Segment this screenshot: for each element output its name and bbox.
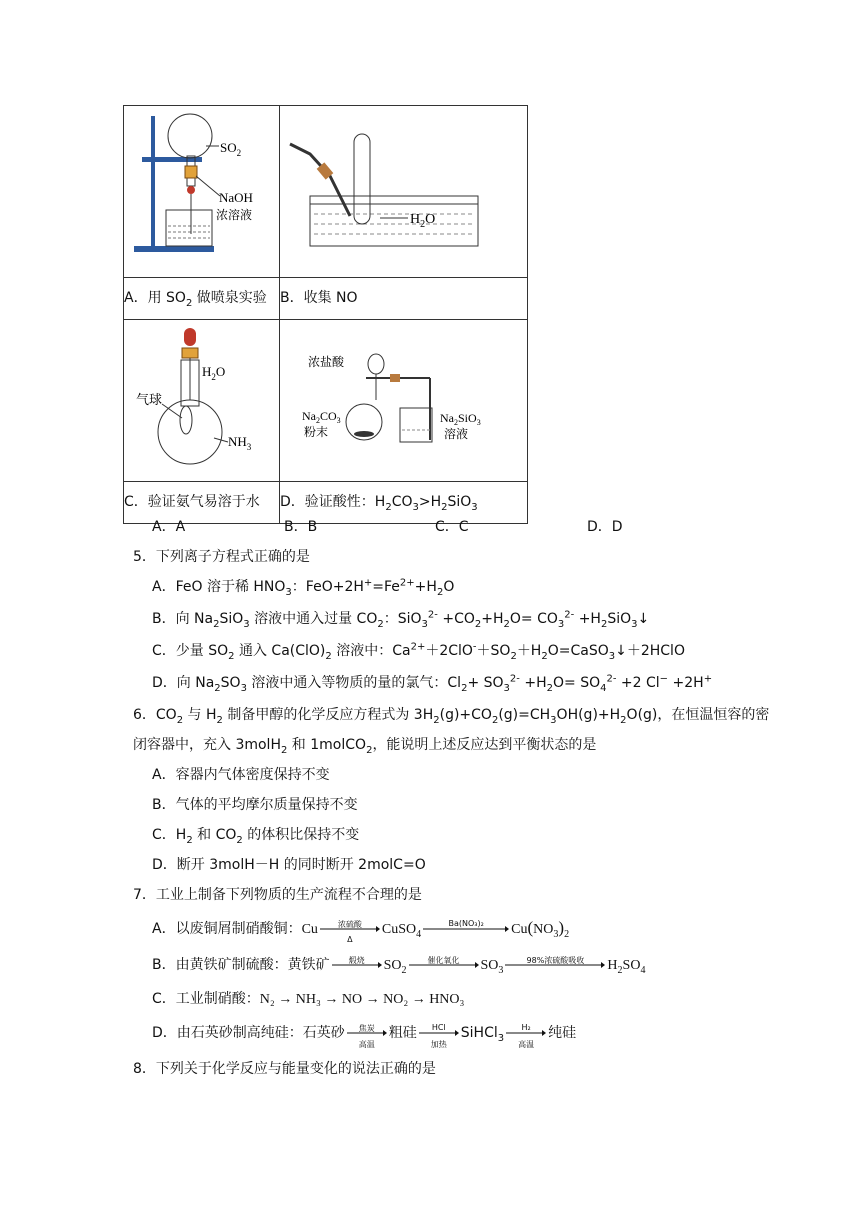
figure-a-cell [124, 106, 280, 278]
q4-option-d[interactable]: D．D [587, 519, 623, 535]
acidity-comparison-diagram [280, 320, 527, 477]
arrow-b3: 98%浓硫酸吸收 [505, 958, 605, 972]
svg-text:NH3: $NH_3$ [228, 434, 252, 452]
q7-stem: 7．工业上制备下列物质的生产流程不合理的是 [133, 887, 422, 903]
q6-option-b[interactable]: B．气体的平均摩尔质量保持不变 [152, 797, 358, 813]
figure-b-cell [280, 106, 528, 278]
arrow-d3: H₂ 高温 [506, 1026, 546, 1040]
caption-a: A．用 $SO_2$ 做喷泉实验 [124, 278, 280, 320]
arrow-a1: 浓硫酸 Δ [320, 922, 380, 936]
caption-b: B．收集 NO [280, 278, 528, 320]
ammonia-solubility-diagram [124, 320, 279, 477]
arrow-b1: 煅烧 [332, 958, 382, 972]
q6-option-a[interactable]: A．容器内气体密度保持不变 [152, 767, 330, 783]
apparatus-table [123, 105, 528, 524]
svg-text:H2O: $H_2O$ [202, 364, 226, 382]
q6-option-d[interactable]: D．断开 3molH－H 的同时断开 2molC=O [152, 857, 426, 873]
q4-option-b[interactable]: B．B [284, 519, 318, 535]
svg-text:Na2CO3: $Na_2CO_3$ [302, 409, 341, 425]
figure-d-cell [280, 320, 528, 482]
q5-stem: 5．下列离子方程式正确的是 [133, 549, 310, 565]
q4-option-c[interactable]: C．C [435, 519, 469, 535]
q5-option-a[interactable]: A．FeO 溶于稀 $HNO_3$：$FeO+2H^+=Fe^{2+}+H_2O$ [152, 577, 455, 598]
fountain-apparatus-diagram [124, 106, 279, 273]
q7-option-b[interactable]: B．由黄铁矿制硫酸：黄铁矿 煅烧 $SO_2$ 催化氧化 $SO_3$ 98%浓硫酸吸收 $H_2SO_4$ [152, 956, 646, 976]
q8-stem: 8．下列关于化学反应与能量变化的说法正确的是 [133, 1061, 436, 1077]
q5-option-c[interactable]: C．少量 $SO_2$ 通入 $Ca(ClO)_2$ 溶液中：$Ca^{2+}+2ClO^-+SO_2+H_2O=CaSO_3↓+2HClO$ [152, 641, 685, 662]
figure-c-cell [124, 320, 280, 482]
q5-option-d[interactable]: D．向 $Na_2SO_3$ 溶液中通入等物质的量的氯气：$Cl_2+ SO_3^{2-} +H_2O= SO_4^{2-} +2$ Cl− +2H+ [152, 673, 713, 694]
q7-option-c[interactable]: C．工业制硝酸：N₂ → NH₃ → NO → NO₂ → HNO₃ [152, 991, 465, 1007]
arrow-a2: Ba(NO₃)₂ [423, 922, 509, 936]
q5-option-b[interactable]: B．向 $Na_2SiO_3$ 溶液中通入过量 $CO_2$：$SiO_3^{2-} +CO_2+H_2O= CO_3^{2-}$ $+H_2SiO_3↓$ [152, 609, 650, 630]
arrow-b2: 催化氧化 [409, 958, 479, 972]
svg-text:溶液: 溶液 [444, 427, 469, 441]
gas-collection-diagram [280, 106, 527, 273]
label-so2: SO [220, 140, 237, 155]
arrow-d2: HCl 加热 [419, 1026, 459, 1040]
svg-text:粉末: 粉末 [304, 425, 329, 439]
caption-c: C．验证氨气易溶于水 [124, 482, 280, 524]
q7-option-a[interactable]: A．以废铜屑制硝酸铜：Cu 浓硫酸 Δ CuSO$_4$ Ba(NO₃)₂ $Cu(NO_3)_2$ [152, 918, 570, 944]
svg-text:浓盐酸: 浓盐酸 [308, 355, 345, 369]
svg-text:Na2SiO3: $Na_2SiO_3$ [440, 411, 481, 427]
q4-option-a[interactable]: A．A [152, 519, 186, 535]
label-naoh: NaOH [219, 190, 253, 205]
svg-text:H2O: $H_2O$ [410, 212, 436, 230]
q6-stem-line2: 闭容器中，充入 3molH$_2$ 和 1molCO$_2$，能说明上述反应达到平衡状态的是 [133, 737, 597, 756]
q6-option-c[interactable]: C．$H_2$ 和 $CO_2$ 的体积比保持不变 [152, 827, 360, 846]
label-solution: 浓溶液 [216, 208, 253, 222]
label-balloon: 气球 [136, 392, 163, 407]
arrow-d1: 焦炭 高温 [347, 1026, 387, 1040]
q6-stem-line1: 6．$CO_2$ 与 $H_2$ 制备甲醇的化学反应方程式为 $3H_2(g)+CO_2(g)=CH_3OH(g)+H_2O(g)$，在恒温恒容的密 [133, 707, 770, 726]
svg-text:SO2: $SO_2$ [220, 140, 242, 158]
caption-d: D．验证酸性：$H_2CO_3>H_2SiO_3$ [280, 482, 528, 524]
q7-option-d[interactable]: D．由石英砂制高纯硅：石英砂 焦炭 高温 粗硅 HCl 加热 SiHCl$_3$ H₂ 高温 纯硅 [152, 1023, 577, 1049]
